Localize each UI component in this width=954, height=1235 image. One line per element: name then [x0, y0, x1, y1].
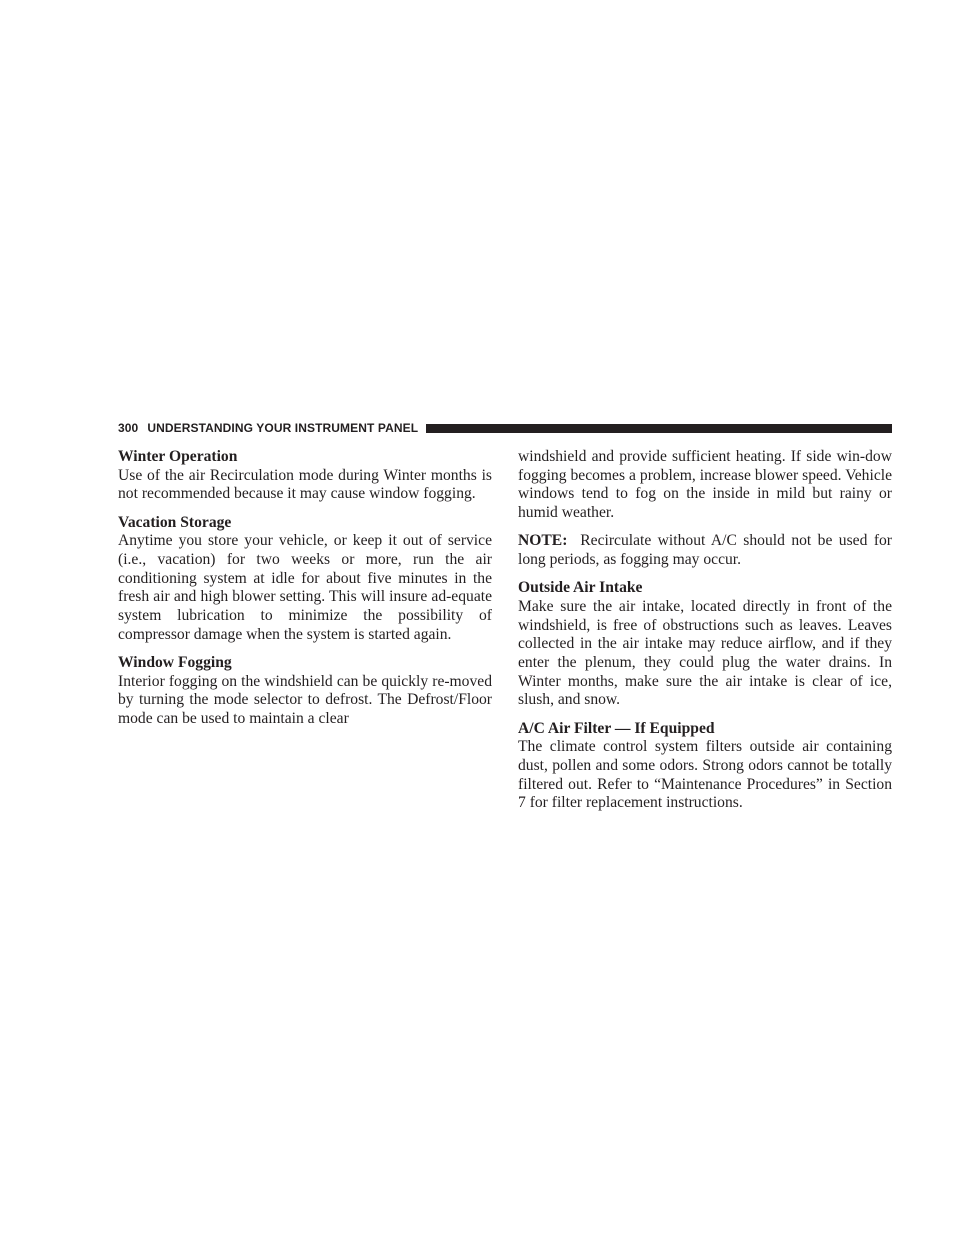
paragraph-ac-air-filter: The climate control system filters outside air containing dust, pollen and some odors. Strong odors cannot be totally filtered out. Refer to “Maintenance Procedures” in Section 7 for filter replacement instructions.	[518, 738, 892, 812]
paragraph-vacation-storage: Anytime you store your vehicle, or keep it out of service (i.e., vacation) for two weeks or more, run the air conditioning system at idle for about five minutes in the fresh air and high blower setting. This will insure ad-equate system lubrication to minimize the possibility of compressor damage when the system is started again.	[118, 532, 492, 643]
heading-vacation-storage: Vacation Storage	[118, 513, 232, 531]
paragraph-window-fogging-continued: windshield and provide sufficient heating. If side win-dow fogging becomes a problem, increase blower speed. Vehicle windows tend to fog on the inside in mild but rainy or humid weather.	[518, 448, 892, 522]
heading-winter-operation: Winter Operation	[118, 448, 238, 465]
note-paragraph	[518, 532, 892, 569]
note-text: Recirculate without A/C should not be used for long periods, as fogging may occur.	[518, 532, 892, 569]
note-label: NOTE:	[518, 532, 568, 550]
right-column	[518, 448, 892, 823]
section-title: UNDERSTANDING YOUR INSTRUMENT PANEL	[147, 421, 419, 435]
heading-ac-air-filter: A/C Air Filter — If Equipped	[518, 719, 715, 737]
page-number: 300	[118, 421, 139, 435]
heading-window-fogging: Window Fogging	[118, 654, 232, 672]
paragraph-winter-operation: Use of the air Recirculation mode during Winter months is not recommended because it may cause window fogging.	[118, 466, 492, 503]
paragraph-outside-air-intake: Make sure the air intake, located directly in front of the windshield, is free of obstructions such as leaves. Leaves collected in the air intake may reduce airflow, and if they enter the plenum, they could plug the water drains. In Winter months, make sure the air intake is clear of ice, slush, and snow.	[518, 597, 892, 709]
paragraph-window-fogging: Interior fogging on the windshield can be quickly re-moved by turning the mode selector to defrost. The Defrost/Floor mode can be used to maintain a clear	[118, 672, 492, 728]
page-header	[118, 420, 892, 436]
heading-outside-air-intake: Outside Air Intake	[518, 579, 643, 597]
left-column	[118, 448, 492, 738]
header-rule	[426, 424, 892, 433]
